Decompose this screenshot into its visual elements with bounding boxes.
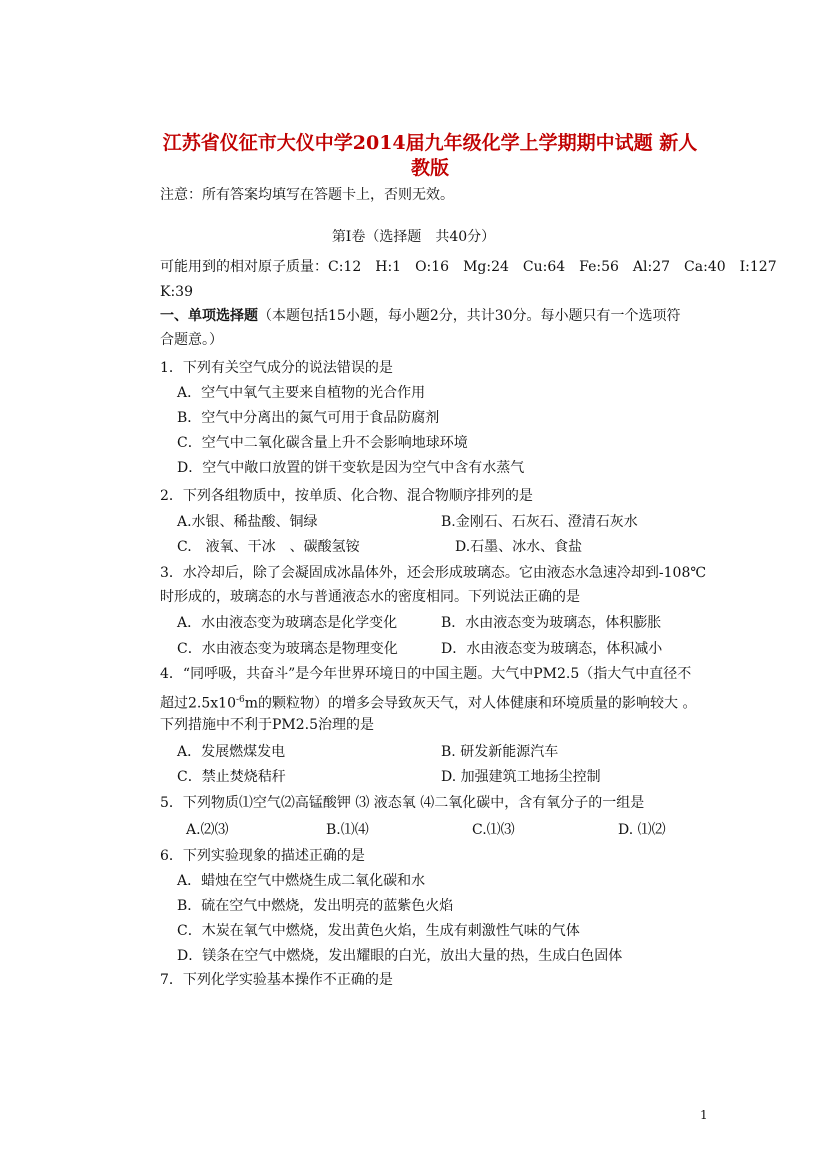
q6-option-c: C．木炭在氧气中燃烧，发出黄色火焰，生成有刺激性气味的气体 (177, 923, 580, 939)
q6-option-d: D．镁条在空气中燃烧，发出耀眼的白光，放出大量的热，生成白色固体 (177, 948, 623, 964)
q1-option-d: D．空气中敞口放置的饼干变软是因为空气中含有水蒸气 (177, 460, 525, 476)
q4-stem-line-3: 下列措施中不利于PM2.5治理的是 (160, 717, 375, 733)
q3-option-c: C．水由液态变为玻璃态是物理变化 (177, 641, 398, 657)
part1-heading (160, 307, 681, 325)
q2-stem: 2．下列各组物质中，按单质、化合物、混合物顺序排列的是 (160, 488, 533, 504)
part1-label: 一、单项选择题 (160, 308, 258, 324)
q5-option-c: C.⑴⑶ (472, 822, 515, 838)
q5-option-b: B.⑴⑷ (326, 822, 369, 838)
q5-stem: 5．下列物质⑴空气⑵高锰酸钾 ⑶ 液态氧 ⑷二氧化碳中，含有氧分子的一组是 (160, 795, 645, 811)
q4-option-a: A．发展燃煤发电 (177, 744, 286, 760)
q6-option-b: B．硫在空气中燃烧，发出明亮的蓝紫色火焰 (177, 898, 454, 914)
q4-option-b: B. 研发新能源汽车 (441, 744, 559, 760)
q7-stem: 7．下列化学实验基本操作不正确的是 (160, 972, 393, 988)
q4-option-c: C．禁止焚烧秸秆 (177, 769, 286, 785)
q5-option-d: D. ⑴⑵ (618, 822, 666, 838)
q4-stem-part-b: m的颗粒物）的增多会导致灰天气，对人体健康和环境质量的影响较大 。 (244, 695, 697, 712)
q5-option-a: A.⑵⑶ (186, 822, 229, 838)
q4-stem-part-a: 超过2.5x10 (160, 695, 236, 712)
atomic-masses-line-2: K:39 (160, 284, 193, 300)
q1-option-a: A．空气中氧气主要来自植物的光合作用 (177, 385, 426, 401)
q3-option-d: D．水由液态变为玻璃态，体积减小 (441, 641, 663, 657)
q6-stem: 6．下列实验现象的描述正确的是 (160, 848, 365, 864)
q3-option-b: B．水由液态变为玻璃态，体积膨胀 (441, 615, 662, 631)
title-line-2: 教版 (410, 157, 449, 179)
q3-stem-line-1: 3．水冷却后，除了会凝固成冰晶体外，还会形成玻璃态。它由液态水急速冷却到-108℃ (160, 565, 707, 581)
atomic-masses-line-1: 可能用到的相对原子质量：C:12 H:1 O:16 Mg:24 Cu:64 Fe:56 Al:27 Ca:40 I:127 (160, 259, 777, 275)
page-number: 1 (700, 1108, 708, 1122)
section-header: 第Ⅰ卷（选择题 共40分） (331, 229, 496, 245)
q2-option-b: B.金刚石、石灰石、澄清石灰水 (441, 514, 638, 530)
q1-option-b: B．空气中分离出的氮气可用于食品防腐剂 (177, 410, 440, 426)
q1-option-c: C．空气中二氧化碳含量上升不会影响地球环境 (177, 435, 468, 451)
notice: 注意：所有答案均填写在答题卡上，否则无效。 (160, 187, 454, 203)
q2-option-a: A.水银、稀盐酸、铜绿 (177, 514, 318, 530)
q1-stem: 1．下列有关空气成分的说法错误的是 (160, 360, 393, 376)
q2-option-c: C. 液氧、干冰 、碳酸氢铵 (177, 539, 360, 555)
part1-desc: （本题包括15小题，每小题2分，共计30分。每小题只有一个选项符 (258, 308, 681, 324)
q3-stem-line-2: 时形成的，玻璃态的水与普通液态水的密度相同。下列说法正确的是 (160, 589, 580, 605)
part1-desc-line-2: 合题意。） (160, 332, 223, 348)
q6-option-a: A．蜡烛在空气中燃烧生成二氧化碳和水 (177, 873, 426, 889)
title-line-1: 江苏省仪征市大仪中学2014届九年级化学上学期期中试题 新人 (162, 132, 698, 154)
q3-option-a: A．水由液态变为玻璃态是化学变化 (177, 615, 398, 631)
q2-option-d: D.石墨、冰水、食盐 (455, 539, 583, 555)
q4-exponent: -6 (235, 695, 245, 705)
q4-stem-line-2 (160, 691, 697, 713)
q4-option-d: D. 加强建筑工地扬尘控制 (441, 769, 601, 785)
q4-stem-line-1: 4．“同呼吸，共奋斗”是今年世界环境日的中国主题。大气中PM2.5（指大气中直径不 (160, 666, 692, 682)
